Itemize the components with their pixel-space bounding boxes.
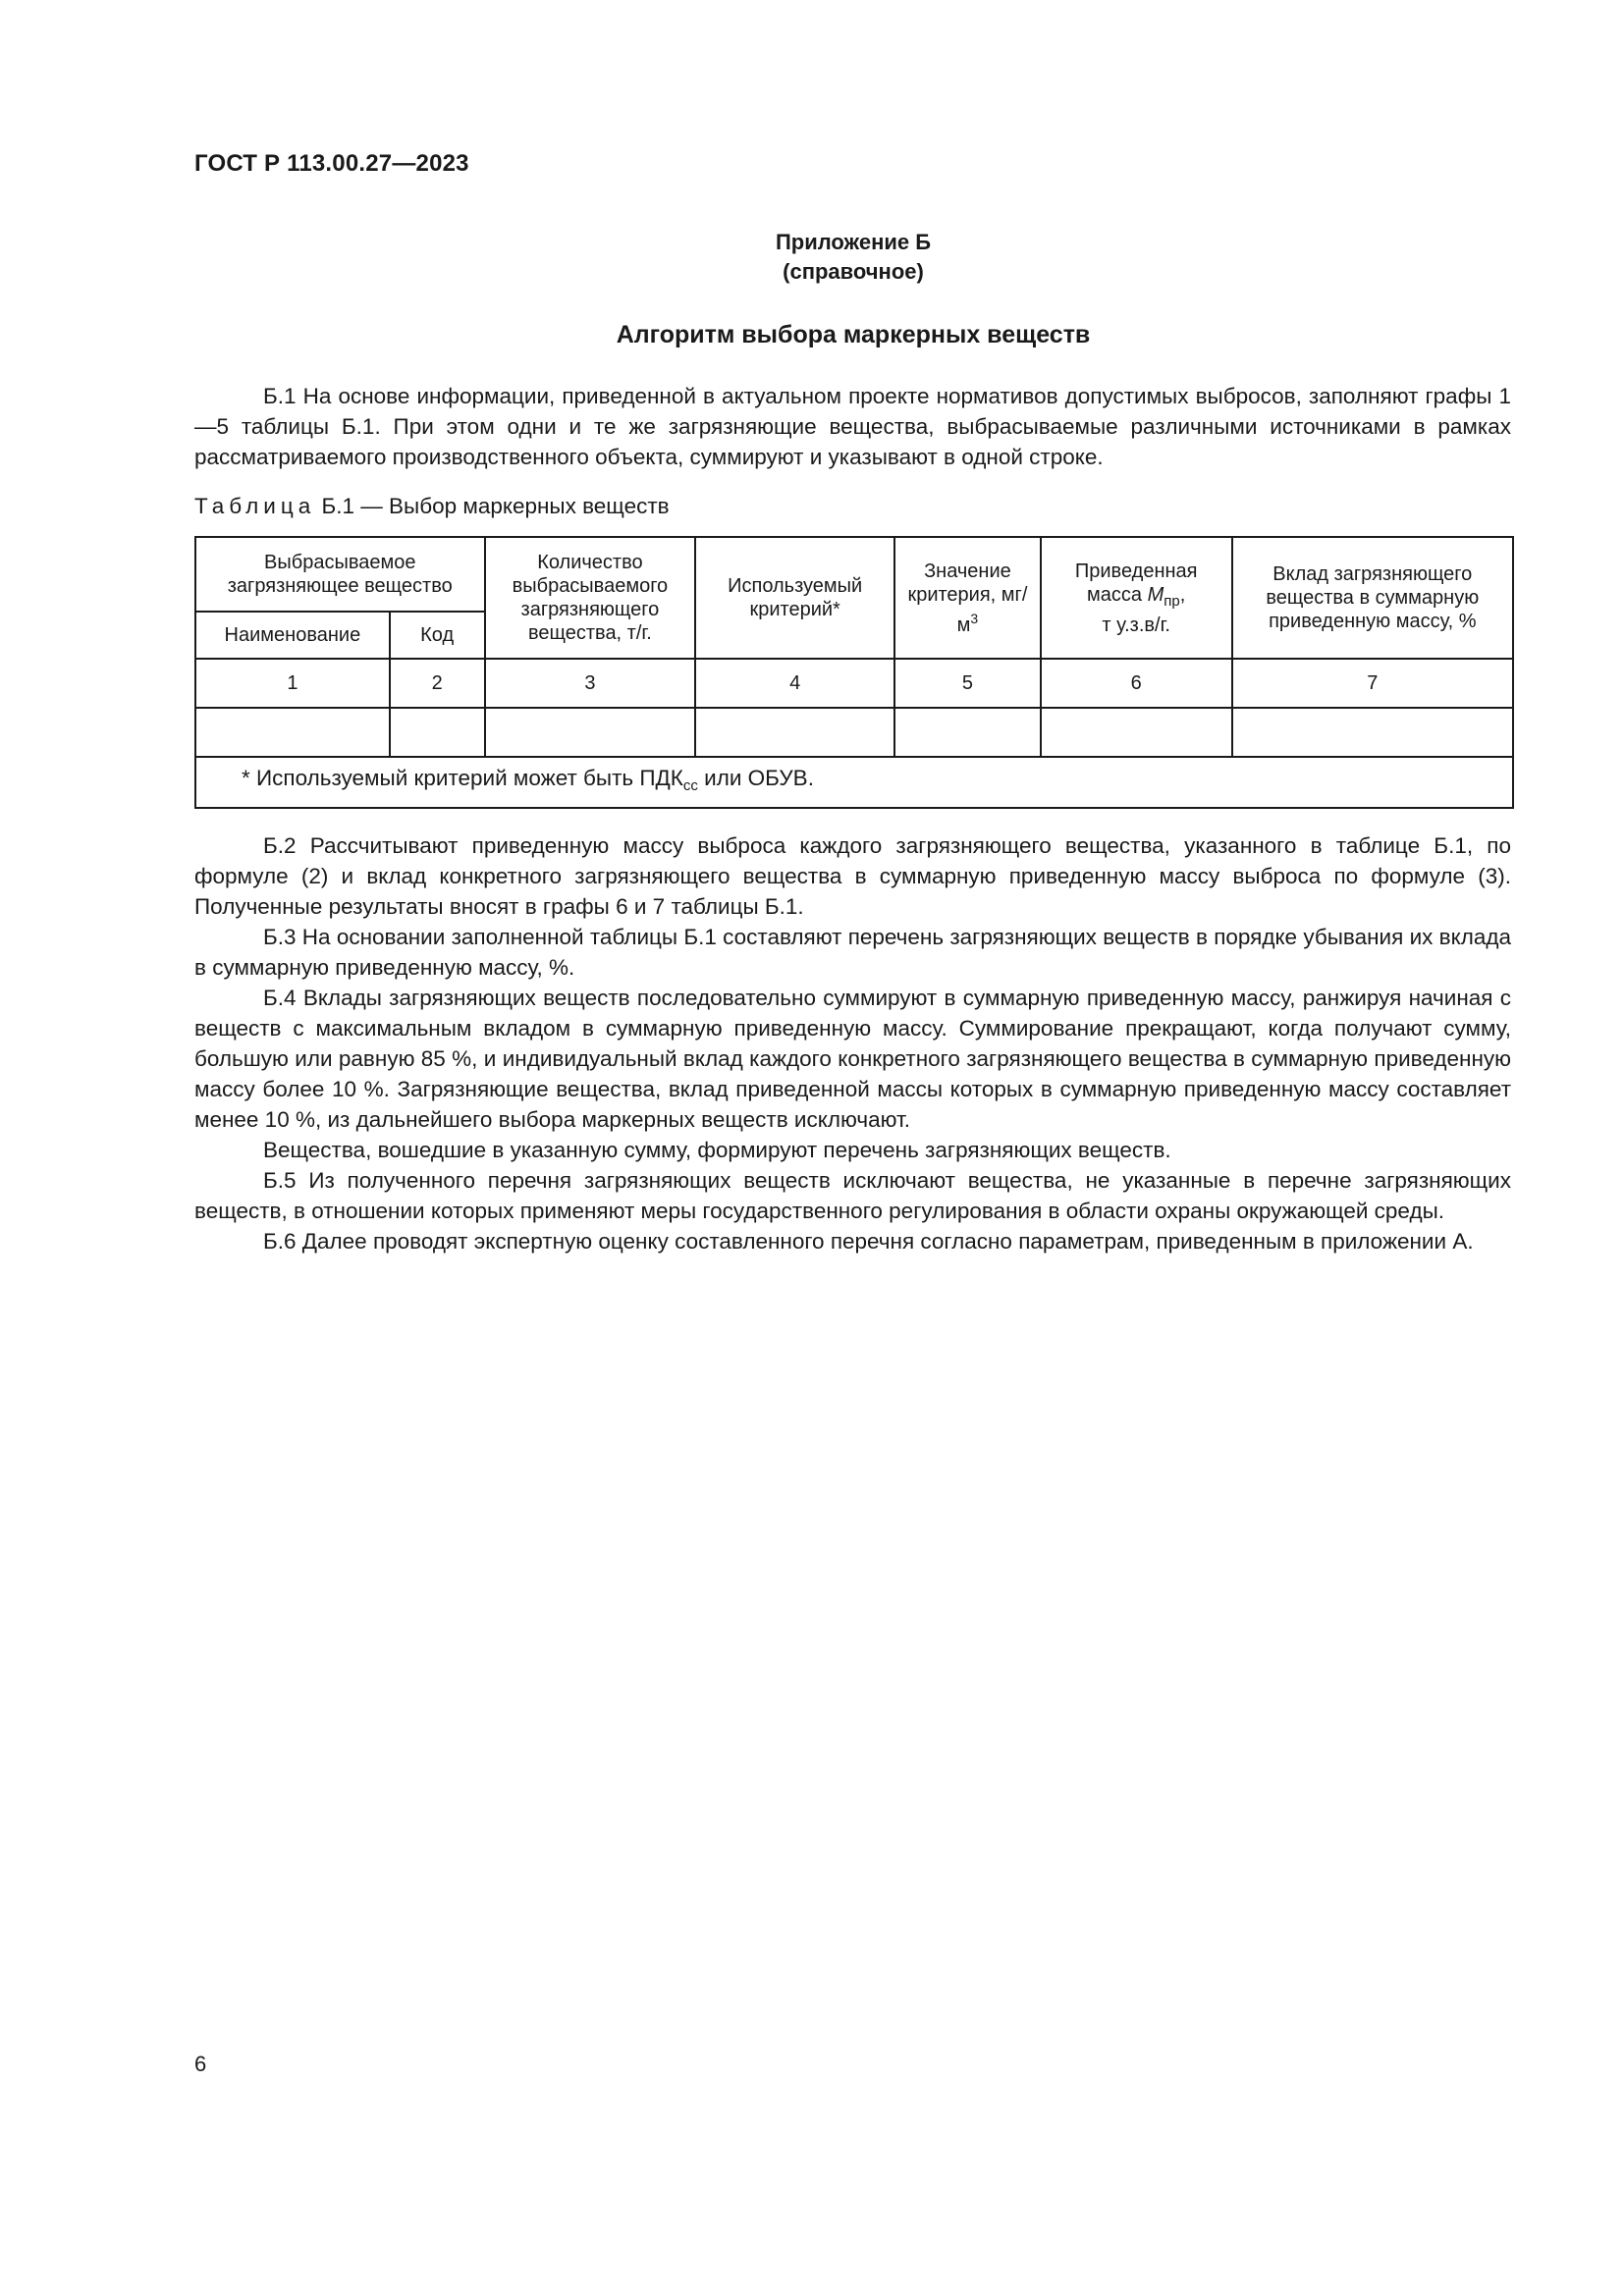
paragraph-b2: Б.2 Рассчитывают приведенную массу выброса каждого загрязняющего вещества, указанного в таблице Б.1, по формуле (2) и вклад конкретного загрязняющего вещества в суммарную приведенную массу выброса по формуле (3). Полученные результаты вносят в графы 6 и 7 таблицы Б.1. [194, 833, 1511, 919]
annex-type: (справочное) [783, 259, 924, 284]
header-code: Код [390, 612, 485, 659]
table-caption-prefix: Таблица [194, 494, 316, 518]
table-cell [195, 708, 390, 757]
column-number: 5 [894, 659, 1041, 708]
column-number: 3 [485, 659, 696, 708]
body-text [194, 830, 1511, 1256]
table-cell [1232, 708, 1513, 757]
header-name: Наименование [195, 612, 390, 659]
table-caption-text: Б.1 — Выбор маркерных веществ [321, 494, 670, 518]
table-footnote-tail: или ОБУВ. [697, 766, 814, 790]
table-footnote-row [195, 757, 1513, 808]
column-number-row [195, 659, 1513, 708]
paragraph-b4-continuation: Вещества, вошедшие в указанную сумму, формируют перечень загрязняющих веществ. [263, 1138, 1171, 1162]
column-number: 2 [390, 659, 485, 708]
header-criterion-value [894, 537, 1041, 659]
header-contribution: Вклад загрязняющего вещества в суммарную приведенную массу, % [1232, 537, 1513, 659]
header-quantity: Количество выбрасываемого загрязняющего вещества, т/г. [485, 537, 696, 659]
table-cell [390, 708, 485, 757]
annex-title: Алгоритм выбора маркерных веществ [616, 321, 1091, 348]
table-cell [894, 708, 1041, 757]
table-cell [485, 708, 696, 757]
header-reduced-mass-line3: т у.з.в/г. [1102, 614, 1170, 636]
header-reduced-mass-line2 [1046, 583, 1227, 614]
header-reduced-mass-sub: пр [1164, 592, 1180, 610]
header-emitted-substance: Выбрасываемое загрязняющее вещество [195, 537, 485, 612]
column-number: 7 [1232, 659, 1513, 708]
table-row [195, 708, 1513, 757]
document-code: ГОСТ Р 113.00.27—2023 [194, 150, 469, 177]
table-footnote-sub: сс [682, 777, 698, 794]
header-reduced-mass-symbol: М [1147, 583, 1164, 606]
table-footnote [195, 757, 1513, 808]
paragraph-b3: Б.3 На основании заполненной таблицы Б.1 составляют перечень загрязняющих веществ в порядке убывания их вклада в суммарную приведенную массу, %. [194, 925, 1511, 980]
header-reduced-mass [1041, 537, 1232, 659]
table-cell [1041, 708, 1232, 757]
paragraph-b1: Б.1 На основе информации, приведенной в актуальном проекте нормативов допустимых выбросов, заполняют графы 1—5 таблицы Б.1. При этом одни и те же загрязняющие вещества, выбрасываемые различными источниками в рамках рассматриваемого производственного объекта, суммируют и указывают в одной строке. [194, 384, 1511, 469]
paragraph-b5: Б.5 Из полученного перечня загрязняющих веществ исключают вещества, не указанные в перечне загрязняющих веществ, в отношении которых применяют меры государственного регулирования в области охраны окружающей среды. [194, 1168, 1511, 1223]
header-reduced-mass-line1: Приведенная [1074, 560, 1198, 582]
header-criterion: Используемый критерий* [695, 537, 894, 659]
column-number: 6 [1041, 659, 1232, 708]
paragraph-b4: Б.4 Вклады загрязняющих веществ последовательно суммируют в суммарную приведенную массу, ранжируя начиная с веществ с максимальным вкладом в суммарную приведенную массу. Суммирование прекращают, когда получают сумму, большую или равную 85 %, и индивидуальный вклад каждого конкретного загрязняющего вещества в суммарную приведенную массу более 10 %. Загрязняющие вещества, вклад приведенной массы которых в суммарную приведенную массу составляет менее 10 %, из дальнейшего выбора маркерных веществ исключают. [194, 986, 1511, 1132]
paragraph-b6: Б.6 Далее проводят экспертную оценку составленного перечня согласно параметрам, приведенным в приложении А. [263, 1229, 1474, 1254]
annex-heading [194, 228, 1512, 287]
column-number: 1 [195, 659, 390, 708]
header-reduced-mass-prefix: масса [1087, 583, 1148, 606]
page-number: 6 [194, 2052, 207, 2076]
table-footnote-text: * Используемый критерий может быть ПДК [242, 766, 683, 790]
annex-label: Приложение Б [775, 230, 932, 254]
header-reduced-mass-suffix: , [1179, 583, 1186, 606]
table-caption [194, 494, 670, 519]
table-cell [695, 708, 894, 757]
header-criterion-value-sup: 3 [970, 610, 979, 626]
column-number: 4 [695, 659, 894, 708]
header-criterion-value-text: Значение критерия, мг/м [907, 560, 1028, 636]
marker-substances-table [194, 536, 1514, 809]
